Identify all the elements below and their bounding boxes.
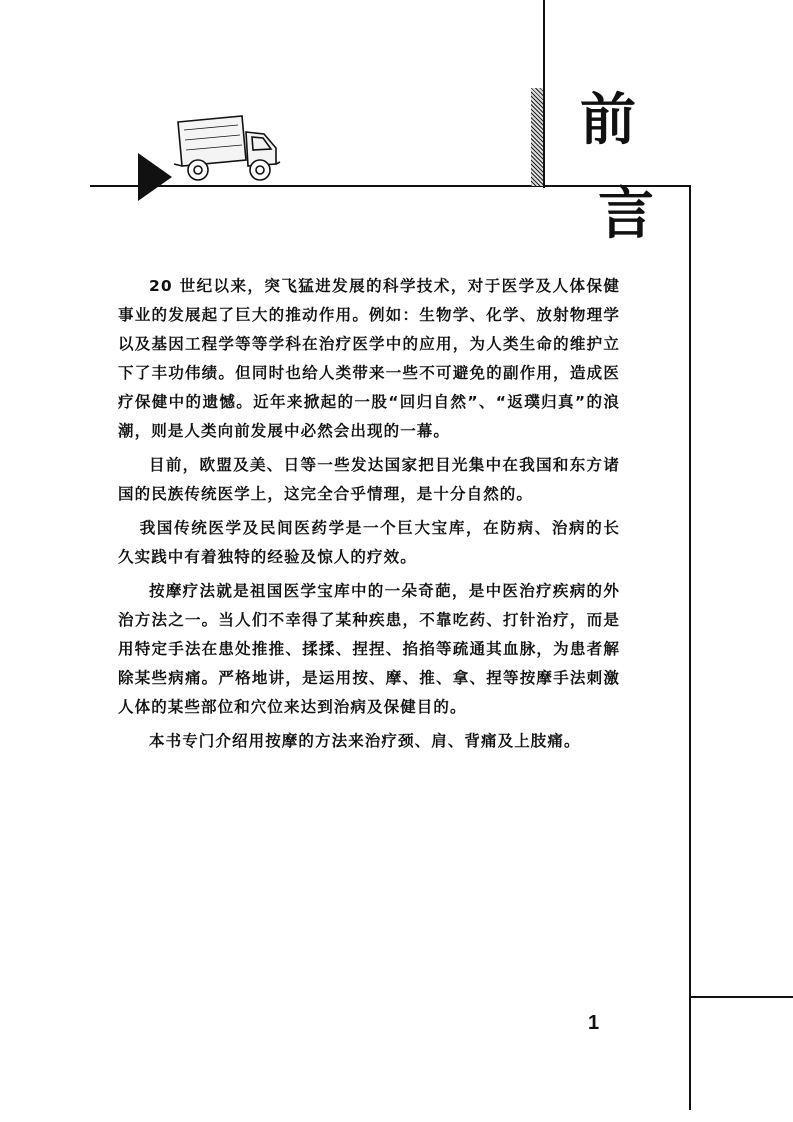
paragraph: 20 世纪以来，突飞猛进发展的科学技术，对于医学及人体保健事业的发展起了巨大的推动作用。例如：生物学、化学、放射物理学以及基因工程学等等学科在治疗医学中的应用，为人类生命的维护立下了丰功伟绩。但同时也给人类带来一些不可避免的副作用，造成医疗保健中的遗憾。近年来掀起的一股“回归自然”、“返璞归真”的浪潮，则是人类向前发展中必然会出现的一幕。	[118, 277, 620, 440]
hatched-bar-decoration	[531, 88, 543, 186]
preface-body	[118, 272, 620, 761]
truck-icon	[172, 110, 282, 185]
paragraph: 目前，欧盟及美、日等一些发达国家把目光集中在我国和东方诸国的民族传统医学上，这完全合乎情理，是十分自然的。	[118, 456, 620, 503]
paragraph: 本书专门介绍用按摩的方法来治疗颈、肩、背痛及上肢痛。	[149, 732, 581, 750]
frame-line-top-vertical	[543, 0, 545, 188]
page-number: 1	[588, 1012, 600, 1034]
page-title-char-2: 言	[598, 181, 654, 247]
frame-line-bottom-horizontal	[689, 996, 793, 998]
arrow-icon	[138, 153, 172, 201]
frame-line-right-vertical	[689, 185, 691, 1110]
paragraph: 按摩疗法就是祖国医学宝库中的一朵奇葩，是中医治疗疾病的外治方法之一。当人们不幸得了某种疾患，不靠吃药、打针治疗，而是用特定手法在患处推推、揉揉、捏捏、掐掐等疏通其血脉，为患者解除某些病痛。严格地讲，是运用按、摩、推、拿、捏等按摩手法刺激人体的某些部位和穴位来达到治病及保健目的。	[118, 582, 620, 716]
paragraph: 我国传统医学及民间医药学是一个巨大宝库，在防病、治病的长久实践中有着独特的经验及惊人的疗效。	[118, 519, 620, 566]
page-title-char-1: 前	[580, 87, 636, 153]
